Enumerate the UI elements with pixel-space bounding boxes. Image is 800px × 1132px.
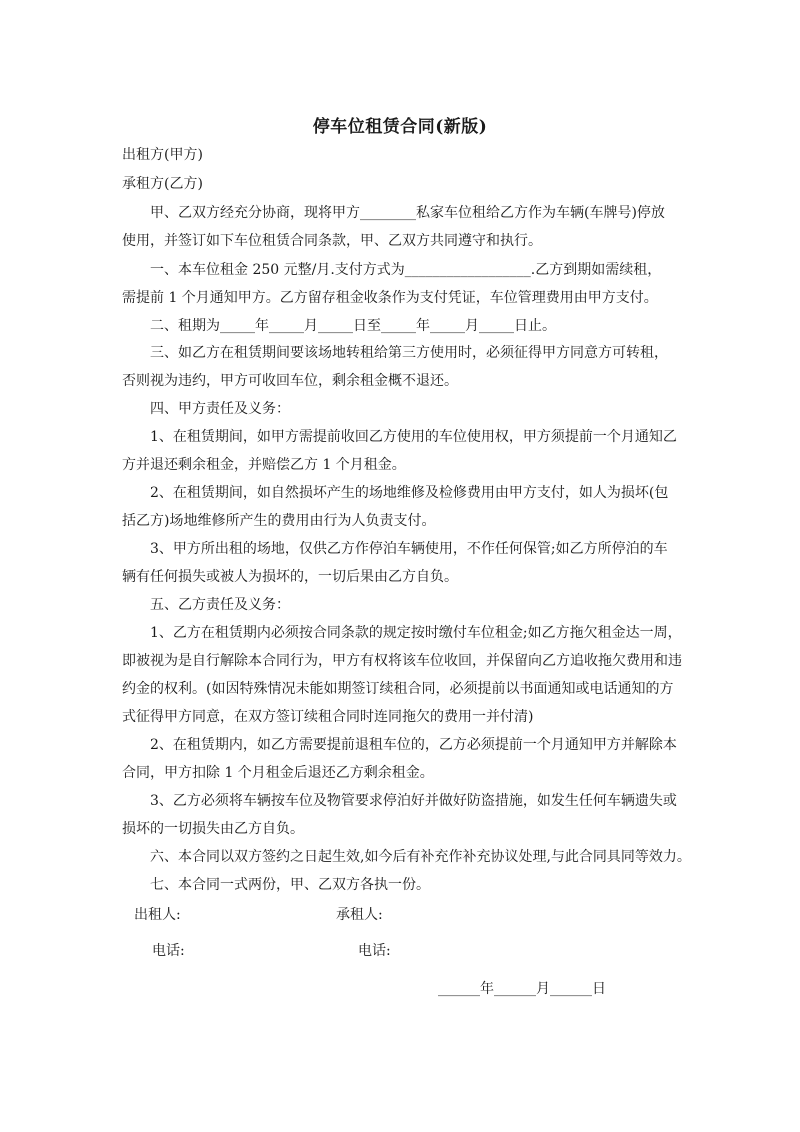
clause4-2-line-2: 括乙方)场地维修所产生的费用由行为人负责支付。 xyxy=(122,513,436,529)
clause1-line-1: 一、本车位租金 250 元整/月.支付方式为__________________.乙方到期如需续租， xyxy=(150,262,662,278)
clause5-1-line-1: 1、乙方在租赁期内必须按合同条款的规定按时缴付车位租金;如乙方拖欠租金达一周， xyxy=(150,625,682,641)
lessee-party-label: 承租方(乙方) xyxy=(122,176,203,192)
lessor-party-label: 出租方(甲方) xyxy=(122,147,203,163)
clause4-1-line-1: 1、在租赁期间，如甲方需提前收回乙方使用的车位使用权，甲方须提前一个月通知乙 xyxy=(150,429,677,445)
clause5-3-line-1: 3、乙方必须将车辆按车位及物管要求停泊好并做好防盗措施，如发生任何车辆遗失或 xyxy=(150,793,677,809)
lessor-phone-label: 电话: xyxy=(152,943,185,959)
clause4-3-line-1: 3、甲方所出租的场地，仅供乙方作停泊车辆使用，不作任何保管;如乙方所停泊的车 xyxy=(150,541,668,557)
clause4-heading: 四、甲方责任及义务： xyxy=(150,401,290,417)
clause4-3-line-2: 辆有任何损失或被人为损坏的，一切后果由乙方自负。 xyxy=(122,569,458,585)
clause5-2-line-2: 合同，甲方扣除 1 个月租金后退还乙方剩余租金。 xyxy=(122,765,434,781)
clause5-2-line-1: 2、在租赁期内，如乙方需要提前退租车位的，乙方必须提前一个月通知甲方并解除本 xyxy=(150,737,677,753)
lessee-phone-label: 电话: xyxy=(358,943,391,959)
clause4-2-line-1: 2、在租赁期间，如自然损坏产生的场地维修及检修费用由甲方支付，如人为损坏(包 xyxy=(150,485,669,501)
clause1-line-2: 需提前 1 个月通知甲方。乙方留存租金收条作为支付凭证，车位管理费用由甲方支付。 xyxy=(122,290,658,306)
clause4-1-line-2: 方并退还剩余租金，并赔偿乙方 1 个月租金。 xyxy=(122,457,406,473)
clause5-1-line-3: 约金的权利。(如因特殊情况未能如期签订续租合同，必须提前以书面通知或电话通知的方 xyxy=(122,681,674,697)
clause7-line: 七、本合同一式两份，甲、乙双方各执一份。 xyxy=(150,877,430,893)
clause5-1-line-4: 式征得甲方同意，在双方签订续租合同时连同拖欠的费用一并付清) xyxy=(122,709,534,725)
intro-line-1: 甲、乙双方经充分协商，现将甲方________私家车位租给乙方作为车辆(车牌号)停放 xyxy=(150,205,665,221)
lessor-signature-label: 出租人: xyxy=(134,907,181,923)
lessee-signature-label: 承租人: xyxy=(336,907,383,923)
document-title: 停车位租赁合同(新版) xyxy=(312,117,488,137)
clause5-3-line-2: 损坏的一切损失由乙方自负。 xyxy=(122,821,304,837)
clause3-line-2: 否则视为违约，甲方可收回车位，剩余租金概不退还。 xyxy=(122,373,458,389)
clause6-line: 六、本合同以双方签约之日起生效,如今后有补充作补充协议处理,与此合同具同等效力。 xyxy=(150,849,691,865)
intro-line-2: 使用，并签订如下车位租赁合同条款，甲、乙双方共同遵守和执行。 xyxy=(122,233,542,249)
clause3-line-1: 三、如乙方在租赁期间要该场地转租给第三方使用时，必须征得甲方同意方可转租， xyxy=(150,345,668,361)
signing-date: ______年______月______日 xyxy=(438,981,606,997)
clause5-heading: 五、乙方责任及义务： xyxy=(150,597,290,613)
clause5-1-line-2: 即被视为是自行解除本合同行为，甲方有权将该车位收回，并保留向乙方追收拖欠费用和违 xyxy=(122,653,682,669)
clause2-line: 二、租期为_____年_____月_____日至_____年_____月_____日止。 xyxy=(150,318,556,334)
